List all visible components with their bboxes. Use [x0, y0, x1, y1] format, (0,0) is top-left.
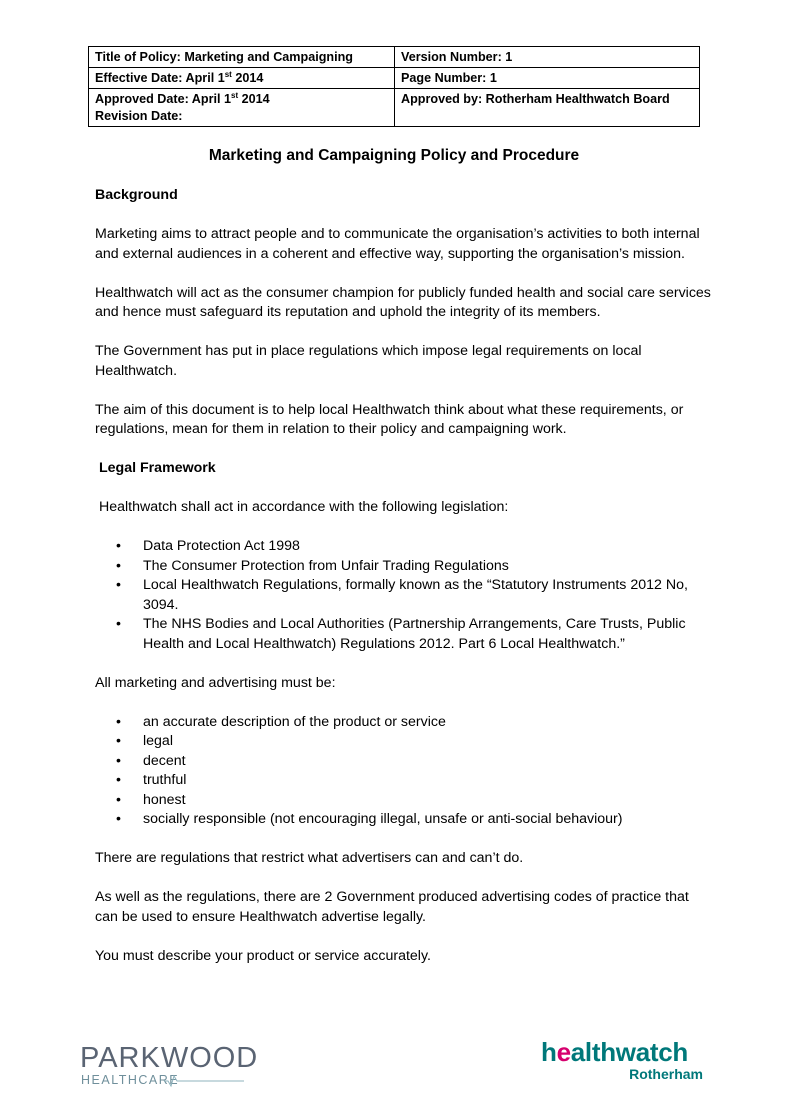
effective-date-cell: Effective Date: April 1st 2014	[89, 68, 395, 89]
parkwood-name: PARKWOOD	[80, 1042, 259, 1074]
heartbeat-wave-icon	[164, 1074, 244, 1088]
list-item: • decent	[116, 752, 186, 769]
list-item: • legal	[116, 733, 173, 749]
marketing-intro: All marketing and advertising must be:	[95, 674, 336, 691]
list-item: • The Consumer Protection from Unfair Trading Regulations	[116, 557, 509, 574]
background-heading: Background	[95, 187, 178, 203]
background-paragraph: The aim of this document is to help local Healthwatch think about what these requirements, or regulations, mean for them in relation to their policy and campaigning work.	[95, 401, 684, 437]
revision-date: Revision Date:	[95, 109, 183, 123]
list-item: • an accurate description of the product or service	[116, 713, 446, 730]
list-item: • honest	[116, 791, 186, 808]
healthwatch-rotherham-logo	[541, 1038, 709, 1082]
healthwatch-wordmark: healthwatch	[541, 1037, 688, 1067]
legislation-intro: Healthwatch shall act in accordance with the following legislation:	[99, 499, 509, 515]
version-number-cell: Version Number: 1	[395, 47, 700, 68]
healthwatch-location: Rotherham	[629, 1066, 703, 1082]
closing-paragraph: As well as the regulations, there are 2 Government produced advertising codes of practice that can be used to ensure Healthwatch advertise legally.	[95, 889, 689, 925]
approved-date-cell: Approved Date: April 1st 2014 Revision Date:	[89, 89, 395, 127]
list-item: • socially responsible (not encouraging illegal, unsafe or anti-social behaviour)	[116, 811, 623, 827]
document-body	[95, 186, 715, 986]
title-of-policy-cell: Title of Policy: Marketing and Campaigning	[89, 47, 395, 68]
closing-paragraph: There are regulations that restrict what advertisers can and can’t do.	[95, 850, 524, 866]
background-paragraph: The Government has put in place regulations which impose legal requirements on local Healthwatch.	[95, 343, 642, 379]
legislation-list	[95, 537, 715, 654]
parkwood-healthcare-logo	[80, 1044, 258, 1087]
list-item: • Data Protection Act 1998	[116, 538, 300, 554]
list-item: • Local Healthwatch Regulations, formally known as the “Statutory Instruments 2012 No, 3094.	[116, 577, 688, 613]
document-title: Marketing and Campaigning Policy and Procedure	[208, 147, 580, 164]
approved-by-cell: Approved by: Rotherham Healthwatch Board	[395, 89, 700, 127]
page-number-cell: Page Number: 1	[395, 68, 700, 89]
marketing-rules-list	[95, 713, 715, 830]
list-item: • truthful	[116, 772, 187, 788]
background-paragraph: Healthwatch will act as the consumer champion for publicly funded health and social care services and hence must safeguard its reputation and uphold the integrity of its members.	[95, 284, 711, 320]
parkwood-sub: HEALTHCARE	[81, 1073, 180, 1087]
closing-paragraph: You must describe your product or service accurately.	[95, 947, 431, 964]
legal-framework-heading: Legal Framework	[99, 460, 216, 476]
list-item: • The NHS Bodies and Local Authorities (Partnership Arrangements, Care Trusts, Public Health and Local Healthwatch) Regulations 2012. Part 6 Local Healthwatch.”	[116, 616, 686, 652]
background-paragraph: Marketing aims to attract people and to communicate the organisation’s activities to both internal and external audiences in a coherent and effective way, supporting the organisation’s mission.	[95, 226, 700, 262]
policy-header-table	[88, 46, 700, 127]
